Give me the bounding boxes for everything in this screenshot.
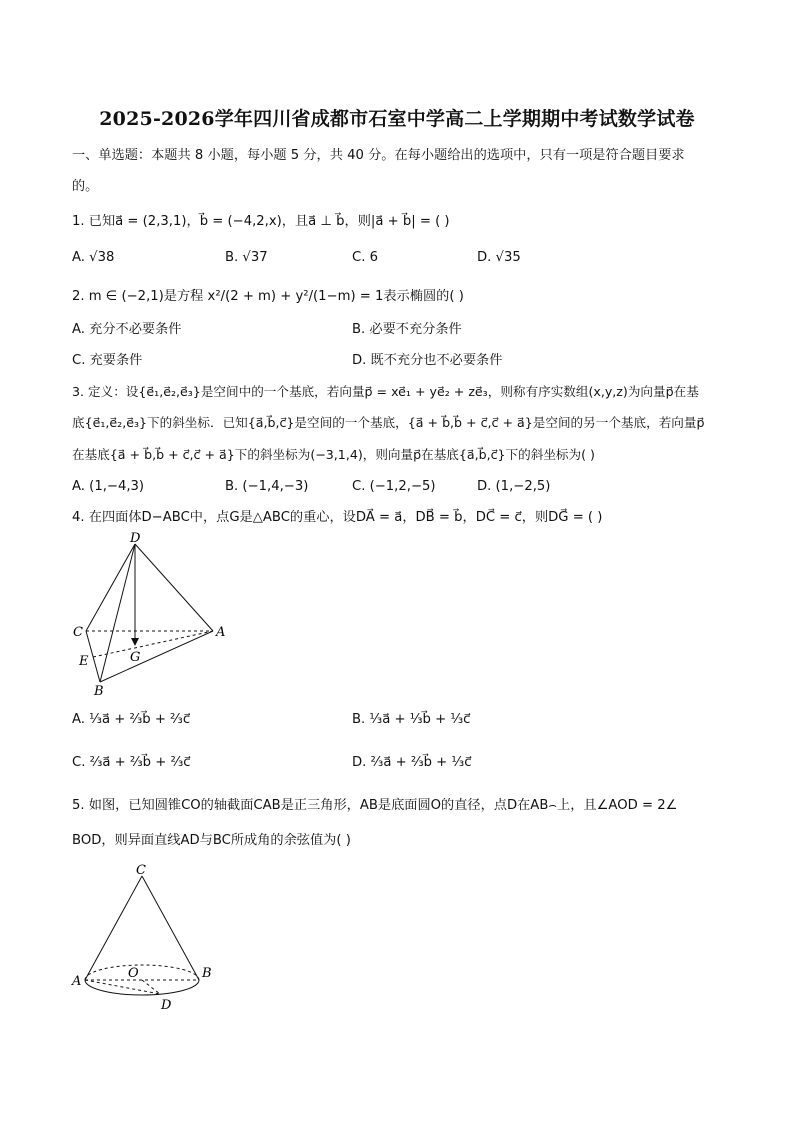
question-4-option-d: D. ⅔a⃗ + ⅔b⃗ + ⅓c⃗ [352,755,472,770]
label-c: C [73,625,83,640]
edge-da [135,544,213,631]
question-1-option-a: A. √38 [72,250,115,265]
label-b: B [202,966,212,981]
label-b: B [94,684,104,699]
section-instructions-line1: 一、单选题：本题共 8 小题，每小题 5 分，共 40 分。在每小题给出的选项中，只有一项是符合题目要求 [72,148,685,163]
question-3-line2: 底{e⃗₁,e⃗₂,e⃗₃}下的斜坐标．已知{a⃗,b⃗,c⃗}是空间的一个基底，{a⃗ + b⃗,b⃗ + c⃗,c⃗ + a⃗}是空间的另一个基底，若向量p⃗ [72,415,705,430]
tetrahedron-figure [70,530,240,700]
median-ae-hidden [93,631,213,657]
question-1-option-c: C. 6 [352,250,378,265]
slant-cb [142,876,199,980]
arrowhead-g [131,638,139,646]
question-1-option-d: D. √35 [477,250,521,265]
question-5-line2: BOD，则异面直线AD与BC所成角的余弦值为( ) [72,833,351,848]
question-4-stem: 4. 在四面体D−ABC中，点G是△ABC的重心，设DA⃗ = a⃗，DB⃗ = b⃗，DC⃗ = c⃗，则DG⃗ = ( ) [72,510,603,525]
question-3-line3: 在基底{a⃗ + b⃗,b⃗ + c⃗,c⃗ + a⃗}下的斜坐标为(−3,1,4)，则向量p⃗在基底{a⃗,b⃗,c⃗}下的斜坐标为( ) [72,447,595,462]
section-instructions-line2: 的。 [72,179,99,194]
question-4-option-a: A. ⅓a⃗ + ⅔b⃗ + ⅔c⃗ [72,712,191,727]
label-a: A [216,625,226,640]
question-2-option-c: C. 充要条件 [72,353,143,368]
question-3-option-a: A. (1,−4,3) [72,479,145,494]
question-3-line1: 3. 定义：设{e⃗₁,e⃗₂,e⃗₃}是空间中的一个基底，若向量p⃗ = xe⃗₁ + ye⃗₂ + ze⃗₃，则称有序实数组(x,y,z)为向量p⃗在基 [72,384,699,399]
label-e: E [79,654,89,669]
base-back-arc [85,965,199,980]
question-2-option-d: D. 既不充分也不必要条件 [352,353,503,368]
question-3-option-b: B. (−1,4,−3) [225,479,309,494]
question-5-line1: 5. 如图，已知圆锥CO的轴截面CAB是正三角形，AB是底面圆O的直径，点D在AB⌢上，且∠AOD = 2∠ [72,798,678,813]
question-2-option-b: B. 必要不充分条件 [352,322,462,337]
question-1-stem: 1. 已知a⃗ = (2,3,1)，b⃗ = (−4,2,x)，且a⃗ ⊥ b⃗，则|a⃗ + b⃗| = ( ) [72,214,450,229]
question-2-stem: 2. m ∈ (−2,1)是方程 x²/(2 + m) + y²/(1−m) = 1表示椭圆的( ) [72,289,464,304]
label-d: D [161,998,172,1013]
label-c: C [136,863,146,878]
question-3-option-d: D. (1,−2,5) [477,479,551,494]
label-a: A [72,974,82,989]
label-d: D [130,531,141,546]
exam-title: 2025-2026学年四川省成都市石室中学高二上学期期中考试数学试卷 [99,108,695,130]
cone-figure [68,858,228,1018]
edge-ba [100,631,213,682]
chord-ad [85,980,160,994]
question-2-option-a: A. 充分不必要条件 [72,322,182,337]
base-front-arc [85,980,199,995]
question-4-option-b: B. ⅓a⃗ + ⅓b⃗ + ⅓c⃗ [352,712,471,727]
label-g: G [130,650,141,665]
slant-ca [85,876,142,980]
question-3-option-c: C. (−1,2,−5) [352,479,436,494]
edge-dc [86,544,135,631]
label-o: O [128,966,139,981]
question-4-option-c: C. ⅔a⃗ + ⅔b⃗ + ⅔c⃗ [72,755,191,770]
question-1-option-b: B. √37 [225,250,268,265]
